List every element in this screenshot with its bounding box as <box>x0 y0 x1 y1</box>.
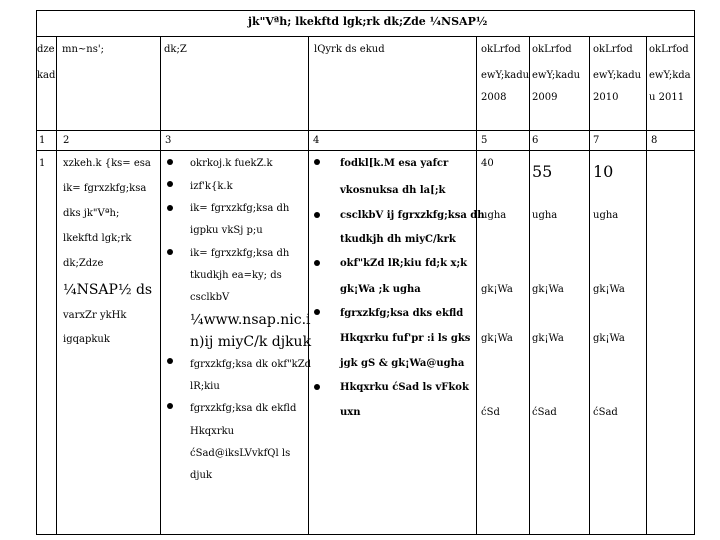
col-number-4: 4 <box>313 135 320 146</box>
work-line: ćSad@iksLVvkfQl ls <box>190 448 291 459</box>
value-2009: gk¡Wa <box>532 333 564 344</box>
standard-line: jgk gS & gk¡Wa@ugha <box>340 358 465 369</box>
work-line: Hkqxrku <box>190 426 235 437</box>
work-line: igpku vkSj p;u <box>190 225 263 236</box>
objective-line: igqapkuk <box>63 334 110 345</box>
standard-line: fodkl[k.M esa yafcr <box>340 158 449 169</box>
bullet <box>167 249 173 255</box>
rule-title <box>36 36 695 37</box>
value-2008: gk¡Wa <box>481 284 513 295</box>
work-line: ik= fgrxzkfg;ksa dh <box>190 203 290 214</box>
work-line: fgrxzkfg;ksa dk okf"kZd <box>190 359 312 370</box>
value-2009: 55 <box>532 162 553 181</box>
standard-line: vkosnuksa dh la[;k <box>340 185 446 196</box>
standard-line: uxn <box>340 407 361 418</box>
rule-col3 <box>308 36 309 535</box>
header-year-2010-l1: okLrfod <box>593 44 633 55</box>
col-number-2: 2 <box>63 135 70 146</box>
value-2009: ćSad <box>532 407 557 418</box>
value-2010: ćSad <box>593 407 618 418</box>
value-2010: 10 <box>593 162 614 181</box>
bullet <box>314 212 320 218</box>
standard-line: gk¡Wa ;k ugha <box>340 284 421 295</box>
objective-line: xzkeh.k {ks= esa <box>63 158 151 169</box>
bullet <box>314 159 320 165</box>
work-line: n)ij miyC/k djkuk <box>190 334 312 350</box>
rule-col5 <box>529 36 530 535</box>
bullet <box>167 205 173 211</box>
work-line: izf'k{k.k <box>190 181 233 192</box>
rule-col6 <box>589 36 590 535</box>
objective-line: dks jk"Vªh; <box>63 208 120 219</box>
bullet <box>167 403 173 409</box>
header-year-2010-l3: 2010 <box>593 92 619 103</box>
header-year-2011-l2: ewY;kda <box>649 70 691 81</box>
work-line: djuk <box>190 470 213 481</box>
header-year-2008-l1: okLrfod <box>481 44 521 55</box>
standard-line: csclkbV ij fgrxzkfg;ksa dh <box>340 210 485 221</box>
value-2008: 40 <box>481 158 494 169</box>
page-title: jk"Vªh; lkekftd lgk;rk dk;Zde ¼NSAP½ <box>248 15 488 28</box>
work-line: fgrxzkfg;ksa dk ekfld <box>190 403 297 414</box>
value-2008: ćSd <box>481 407 500 418</box>
header-year-2009-l3: 2009 <box>532 92 558 103</box>
value-2008: gk¡Wa <box>481 333 513 344</box>
value-2008: ugha <box>481 210 507 221</box>
header-year-2008-l2: ewY;kadu <box>481 70 530 81</box>
objective-line-nsap: ¼NSAP½ ds <box>63 282 153 298</box>
work-line: okrkoj.k fuekZ.k <box>190 158 273 169</box>
header-year-2009-l1: okLrfod <box>532 44 572 55</box>
bullet <box>314 309 320 315</box>
rule-col4 <box>476 36 477 535</box>
value-2009: gk¡Wa <box>532 284 564 295</box>
objective-line: lkekftd lgk;rk <box>63 233 132 244</box>
objective-line: varxZr ykHk <box>63 310 127 321</box>
objective-line: dk;Zdze <box>63 258 104 269</box>
rule-col7 <box>646 36 647 535</box>
rule-col2 <box>160 36 161 535</box>
header-year-2011-l3: u 2011 <box>649 92 685 103</box>
work-line: csclkbV <box>190 292 230 303</box>
bullet <box>314 260 320 266</box>
col-number-1: 1 <box>39 135 46 146</box>
bullet <box>167 358 173 364</box>
header-objective: mn~ns'; <box>62 44 104 55</box>
objective-line: ik= fgrxzkfg;ksa <box>63 183 147 194</box>
bullet <box>167 159 173 165</box>
header-year-2010-l2: ewY;kadu <box>593 70 642 81</box>
col-number-7: 7 <box>593 135 600 146</box>
standard-line: tkudkjh dh miyC/krk <box>340 234 456 245</box>
header-serial: dze <box>37 44 55 55</box>
header-year-2011-l1: okLrfod <box>649 44 689 55</box>
table-frame <box>36 10 695 535</box>
standard-line: Hkqxrku fuf'pr :i ls gks <box>340 333 471 344</box>
standard-line: fgrxzkfg;ksa dks ekfld <box>340 308 464 319</box>
value-2010: ugha <box>593 210 619 221</box>
header-year-2008-l3: 2008 <box>481 92 507 103</box>
work-line: lR;kiu <box>190 381 220 392</box>
rule-col1 <box>56 36 57 535</box>
header-year-2009-l2: ewY;kadu <box>532 70 581 81</box>
header-work: dk;Z <box>164 44 187 55</box>
rule-header <box>36 130 695 131</box>
value-2010: gk¡Wa <box>593 284 625 295</box>
header-serial-2: kad <box>37 70 56 81</box>
bullet <box>314 384 320 390</box>
work-line-url: ¼www.nsap.nic.i <box>190 312 311 328</box>
row-serial: 1 <box>39 158 46 169</box>
col-number-6: 6 <box>532 135 539 146</box>
work-line: ik= fgrxzkfg;ksa dh <box>190 248 290 259</box>
col-number-5: 5 <box>481 135 488 146</box>
col-number-3: 3 <box>165 135 172 146</box>
value-2010: gk¡Wa <box>593 333 625 344</box>
standard-line: okf"kZd lR;kiu fd;k x;k <box>340 258 468 269</box>
col-number-8: 8 <box>651 135 658 146</box>
standard-line: Hkqxrku ćSad ls vFkok <box>340 382 469 393</box>
bullet <box>167 181 173 187</box>
value-2009: ugha <box>532 210 558 221</box>
rule-colnums <box>36 150 695 151</box>
work-line: tkudkjh ea=ky; ds <box>190 270 282 281</box>
header-standards: lQyrk ds ekud <box>314 44 385 55</box>
